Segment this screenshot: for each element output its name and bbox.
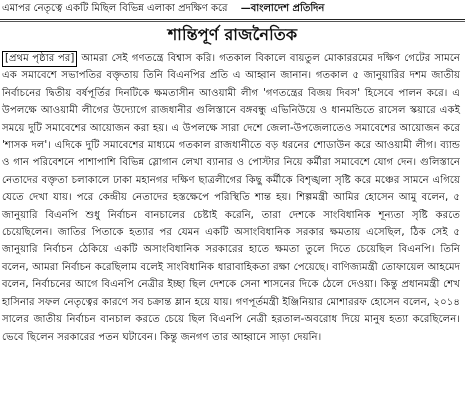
photo-credit: —বাংলাদেশ প্রতিদিন (240, 3, 325, 14)
divider-rule (0, 19, 465, 20)
article-headline: শান্তিপূর্ণ রাজনৈতিক (167, 25, 298, 44)
article-paragraph (2, 50, 460, 346)
previous-caption-text: এমাপর নেতৃত্বে একটি মিছিল বিভিন্ন এলাকা প্রদক্ষিণ করে (2, 3, 228, 14)
previous-caption-strip (0, 0, 465, 17)
continued-from-front-page-label: [প্রথম পৃষ্ঠার পর] (2, 51, 77, 67)
article-text: আমরা সেই গণতন্ত্রে বিশ্বাস করি। গতকাল বিকালে বায়তুল মোকাররমের দক্ষিণ গেটের সামনে এক সমাবেশে সভাপতির বক্তৃতায় তিনি বিএনপির প্রতি এ আহ্বান জানান। গতকাল ৫ জানুয়ারির দশম জাতীয় নির্বাচনের দ্বিতীয় বর্ষপূর্তির দিনটিকে ক্ষমতাসীন আওয়ামী লীগ 'গণতন্ত্রের বিজয় দিবস' হিসেবে পালন করে। এ উপলক্ষে আওয়ামী লীগের উদ্যোগে রাজধানীর গুলিস্তানে বঙ্গবন্ধু এভিনিউয়ে ও ধানমন্ডিতে রাসেল স্কয়ারে একই সময়ে দুটি সমাবেশের আয়োজন করা হয়। এ উপলক্ষে সারা দেশে জেলা-উপজেলাতেও সমাবেশের আয়োজন করে 'শাসক দল'। এদিকে দুটি সমাবেশের মাধ্যমে গতকাল রাজধানীতে বড় ধরনের শোডাউন করে আওয়ামী লীগ। ব্যান্ড ও গান পরিবেশনে পাশাপাশি বিভিন্ন স্লোগান লেখা ব্যানার ও পোস্টার নিয়ে কর্মীরা সমাবেশে যোগ দেন। গুলিস্তানে নেতাদের বক্তৃতা চলাকালে ঢাকা মহানগর দক্ষিণ ছাত্রলীগের কিছু কর্মীকে বিশৃঙ্খলা সৃষ্টি করে মঞ্চের সামনে এগিয়ে যেতে দেখা যায়। পরে কেন্দ্রীয় নেতাদের হস্তক্ষেপে পরিস্থিতি শান্ত হয়। শিল্পমন্ত্রী আমির হোসেন আমু বলেন, ৫ জানুয়ারি বিএনপি শুধু নির্বাচন বানচালের চেষ্টাই করেনি, তারা দেশকে সাংবিধানিক শূন্যতা সৃষ্টি করতে চেয়েছিলেন। জাতির পিতাকে হত্যার পর যেমন একটি অসাংবিধানিক সরকার ক্ষমতায় এসেছিল, ঠিক সেই ৫ জানুয়ারি নির্বাচন ঠেকিয়ে একটি অসাংবিধানিক সরকারের হাতে ক্ষমতা তুলে দিতে চেয়েছিল বিএনপি। তিনি বলেন, আমরা নির্বাচন করেছিলাম বলেই সাংবিধানিক ধারাবাহিকতা রক্ষা পেয়েছে। বাণিজ্যমন্ত্রী তোফায়েল আহমেদ বলেন, নির্বাচনের আগে বিএনপি নেত্রীর ইচ্ছা ছিল দেশকে সেনা শাসনের দিকে ঠেলে দেওয়া। কিন্তু প্রধানমন্ত্রী শেখ হাসিনার সফল নেতৃত্বের কারণে সব চক্রান্ত ম্লান হয়ে যায়। গণপূর্তমন্ত্রী ইঞ্জিনিয়ার মোশাররফ হোসেন বলেন, ২০১৪ সালের জাতীয় নির্বাচন বানচাল করতে চেয়ে ছিল বিএনপি নেত্রী হরতাল-অবরোধ দিয়ে মানুষ হত্যা করেছিলেন। ভেবে ছিলেন সরকারের পতন ঘটাবেন। কিন্তু জনগণ তার আহ্বানে সাড়া দেয়নি। (2, 53, 460, 343)
article-body (2, 50, 460, 346)
